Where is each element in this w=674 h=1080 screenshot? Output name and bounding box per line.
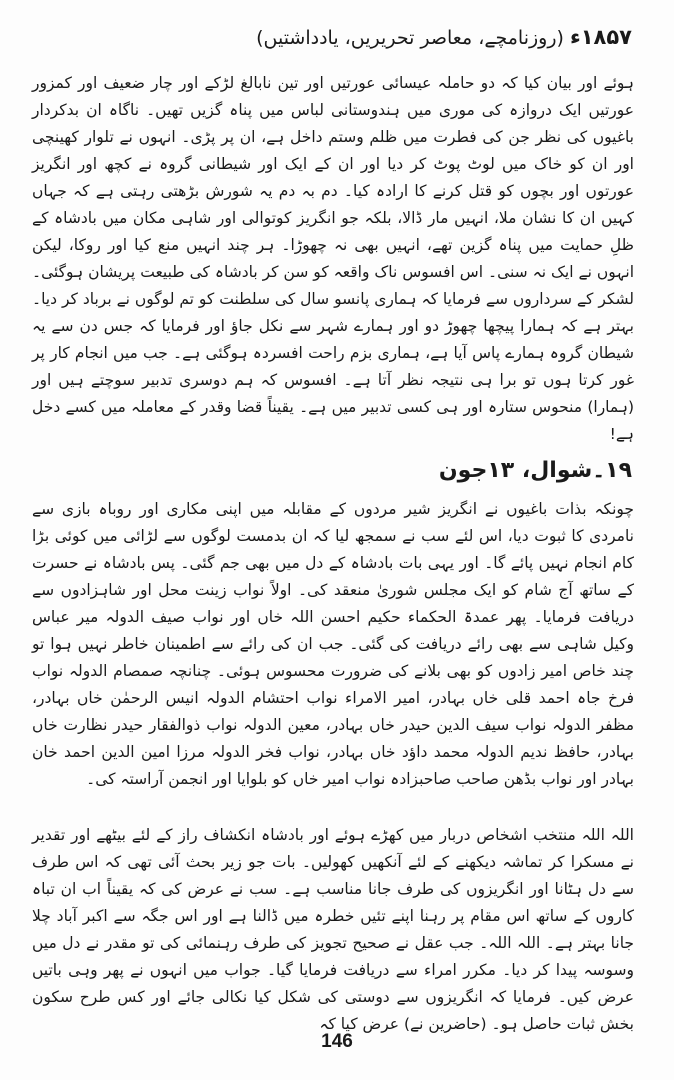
paragraph-2	[32, 496, 634, 793]
running-header	[40, 22, 632, 53]
section-heading: ۱۹۔شوال، ۱۳جون	[438, 458, 632, 483]
page-number: 146	[321, 1031, 353, 1052]
paragraph-3	[32, 822, 634, 1038]
paragraph-2-text: چونکہ بذات باغیوں نے انگریز شیر مردوں کے مقابلہ میں اپنی مکاری اور روباہ بازی سے نامردی کا ثبوت دیا، اس لئے سب نے سمجھ لیا کہ ان بدمست لوگوں سے لڑائی میں کوئی بڑا کام انجام نہیں پائے گا۔ اور یہی بات بادشاہ کے دل میں بھی جم گئی۔ پس بادشاہ نے حسرت کے ساتھ آج شام کو ایک مجلس شوریٰ منعقد کی۔ اولاً نواب زینت محل اور شاہزادوں سے دریافت فرمایا۔ پھر عمدۃ الحکماء حکیم احسن اللہ خاں اور نواب صیف الدولہ میر عباس وکیل شاہی سے بھی رائے دریافت کی گئی۔ جب ان کی رائے سے اطمینان خاطر نہیں ہوا تو چند خاص امیر زادوں کو بھی بلانے کی ضرورت محسوس ہوئی۔ چنانچہ صمصام الدولہ نواب فرخ جاہ احمد قلی خاں بہادر، امیر الامراء نواب احتشام الدولہ انیس الرحمٰن خاں بہادر، مظفر الدولہ نواب سیف الدین حیدر خاں بہادر، معین الدولہ نواب ذوالفقار حیدر نظارت خاں بہادر، حافظ ندیم الدولہ محمد داؤد خاں بہادر، نواب فخر الدولہ مرزا امین الدین احمد خان بہادر اور نواب بڈھن صاحب صاحبزادہ نواب امیر خاں کو بلوایا اور انجمن آراستہ کی۔	[32, 500, 634, 788]
paragraph-1	[32, 70, 634, 448]
paragraph-3-text: اللہ اللہ منتخب اشخاص دربار میں کھڑے ہوئے اور بادشاہ انکشاف راز کے لئے بیٹھے اور تقدیر نے مسکرا کر تماشہ دیکھنے کے لئے آنکھیں کھولیں۔ بات جو زیر بحث آئی تھی کہ اس طرف سے دل ہٹانا اور انگریزوں کی طرف جانا مناسب ہے۔ سب نے عرض کی کہ یقیناً اب ان تباہ کاروں کے ساتھ اس مقام پر رہنا اپنے تئیں خطرہ میں ڈالنا ہے اور اس جگہ سے اکبر آباد چلا جانا بہتر ہے۔ اللہ اللہ۔ جب عقل نے صحیح تجویز کی طرف رہنمائی کی تو مقدر نے دل میں وسوسہ پیدا کر دیا۔ مکرر امراء سے دریافت فرمایا گیا۔ جواب میں انہوں نے پھر وہی باتیں عرض کیں۔ فرمایا کہ انگریزوں سے دوستی کی شکل کیا نکالی جائے اور کس طرح سکون بخش ثبات حاصل ہو۔ (حاضرین نے) عرض کیا کہ	[32, 826, 634, 1033]
paragraph-1-text: ہوئے اور بیان کیا کہ دو حاملہ عیسائی عورتیں اور تین نابالغ لڑکے اور چار ضعیف اور کمزور عورتیں ایک دروازہ کی موری میں ہندوستانی لباس میں پناہ گزیں تھیں۔ ناگاہ ان بدکردار باغیوں کی نظر جن کی فطرت میں ظلم وستم داخل ہے، ان پر پڑی۔ انہوں نے تلوار کھینچی اور ان کو خاک میں لوٹ پوٹ کر دیا اور ان کے ایک اور شیطانی گروہ نے کچھ اور انگریز عورتوں اور بچوں کو قتل کرنے کا ارادہ کیا۔ دم بہ دم یہ شورش بڑھتی رہتی ہے کہ جہاں کہیں ان کا نشان ملا، انہیں مار ڈالا، بلکہ جو انگریز کوتوالی اور شاہی مکان میں بادشاہ کے ظلِ حمایت میں پناہ گزین تھے، انہیں بھی نہ چھوڑا۔ ہر چند انہیں منع کیا اور روکا، لیکن انہوں نے ایک نہ سنی۔ اس افسوس ناک واقعہ کو سن کر بادشاہ کی طبیعت پریشان ہوگئی۔ لشکر کے سرداروں سے فرمایا کہ ہماری پانسو سال کی سلطنت کو تم لوگوں نے برباد کر دیا۔ بہتر ہے کہ ہمارا پیچھا چھوڑ دو اور ہمارے شہر سے نکل جاؤ اور فرمایا کہ جس دن سے یہ شیطان گروہ ہمارے پاس آیا ہے، ہماری بزم راحت افسردہ ہوگئی ہے۔ جب میں انجام کار پر غور کرتا ہوں تو برا ہی نتیجہ نظر آتا ہے۔ افسوس کہ ہم دوسری تدبیر سوچتے ہیں اور (ہمارا) منحوس ستارہ اور ہی کسی تدبیر میں ہے۔ یقیناً قضا وقدر کے معاملہ میں کسے دخل ہے!	[32, 74, 634, 443]
header-year: ۱۸۵۷ء	[569, 25, 632, 49]
header-subtitle: (روزنامچے، معاصر تحریریں، یادداشتیں)	[256, 27, 564, 49]
